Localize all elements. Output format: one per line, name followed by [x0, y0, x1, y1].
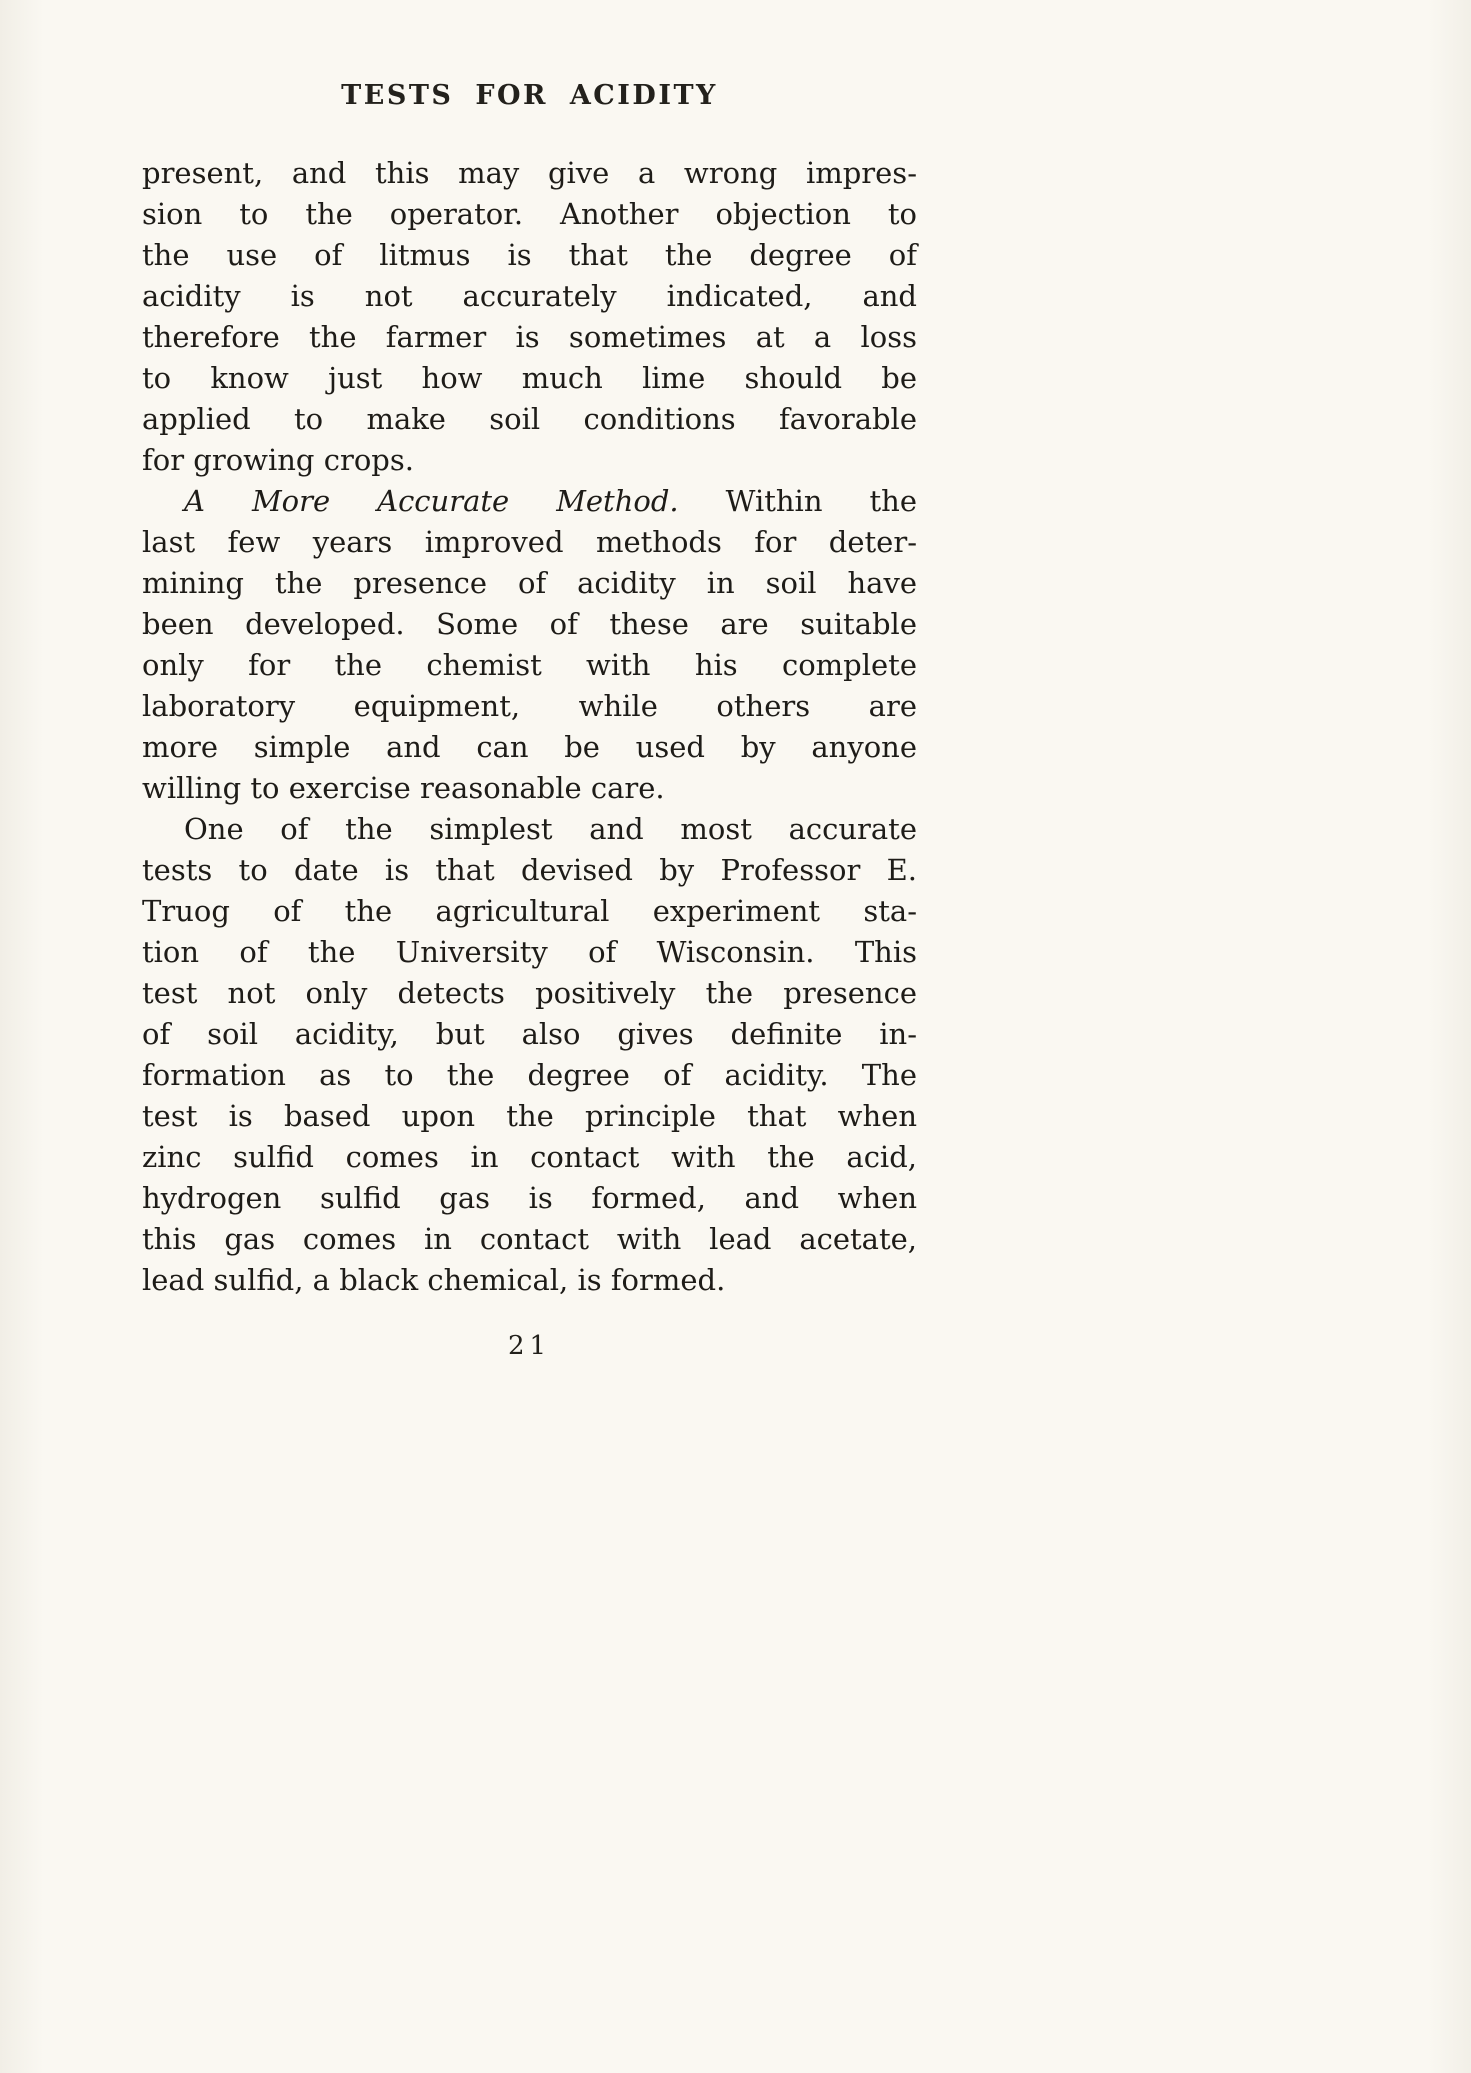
text-line: more simple and can be used by anyone: [142, 730, 917, 764]
text-line: the use of litmus is that the degree of: [142, 238, 917, 272]
text-line: laboratory equipment, while others are: [142, 689, 917, 723]
text-line: One of the simplest and most accurate: [184, 812, 917, 846]
text-line: lead sulfid, a black chemical, is formed.: [142, 1263, 726, 1297]
text-line: sion to the operator. Another objection to: [142, 197, 917, 231]
text-line: Truog of the agricultural experiment sta-: [142, 894, 917, 928]
text-line: hydrogen sulfid gas is formed, and when: [142, 1181, 917, 1215]
page-header: TESTS FOR ACIDITY: [341, 80, 718, 111]
text-line: willing to exercise reasonable care.: [142, 771, 665, 805]
body-text: [142, 153, 917, 1301]
text-line: tests to date is that devised by Professor E.: [142, 853, 917, 887]
text-line: zinc sulfid comes in contact with the acid,: [142, 1140, 917, 1174]
text-line: only for the chemist with his complete: [142, 648, 917, 682]
text-line: formation as to the degree of acidity. The: [142, 1058, 917, 1092]
text-line: for growing crops.: [142, 443, 414, 477]
text-line: tion of the University of Wisconsin. This: [142, 935, 917, 969]
text-line: been developed. Some of these are suitable: [142, 607, 917, 641]
text-line: applied to make soil conditions favorable: [142, 402, 917, 436]
text-line: this gas comes in contact with lead acetate,: [142, 1222, 917, 1256]
page-number: 21: [507, 1331, 552, 1361]
text-line: mining the presence of acidity in soil have: [142, 566, 917, 600]
text-line: A More Accurate Method. Within the: [184, 484, 917, 518]
text-line: test is based upon the principle that when: [142, 1099, 917, 1133]
text-column: [142, 0, 917, 1361]
italic-lead-in: A More Accurate Method.: [184, 484, 679, 518]
text-line: therefore the farmer is sometimes at a loss: [142, 320, 917, 354]
text-line: present, and this may give a wrong impres-: [142, 156, 917, 190]
text-line: of soil acidity, but also gives definite in-: [142, 1017, 917, 1051]
text-line: last few years improved methods for deter-: [142, 525, 917, 559]
text-line: test not only detects positively the presence: [142, 976, 917, 1010]
text-line: to know just how much lime should be: [142, 361, 917, 395]
text-line: acidity is not accurately indicated, and: [142, 279, 917, 313]
